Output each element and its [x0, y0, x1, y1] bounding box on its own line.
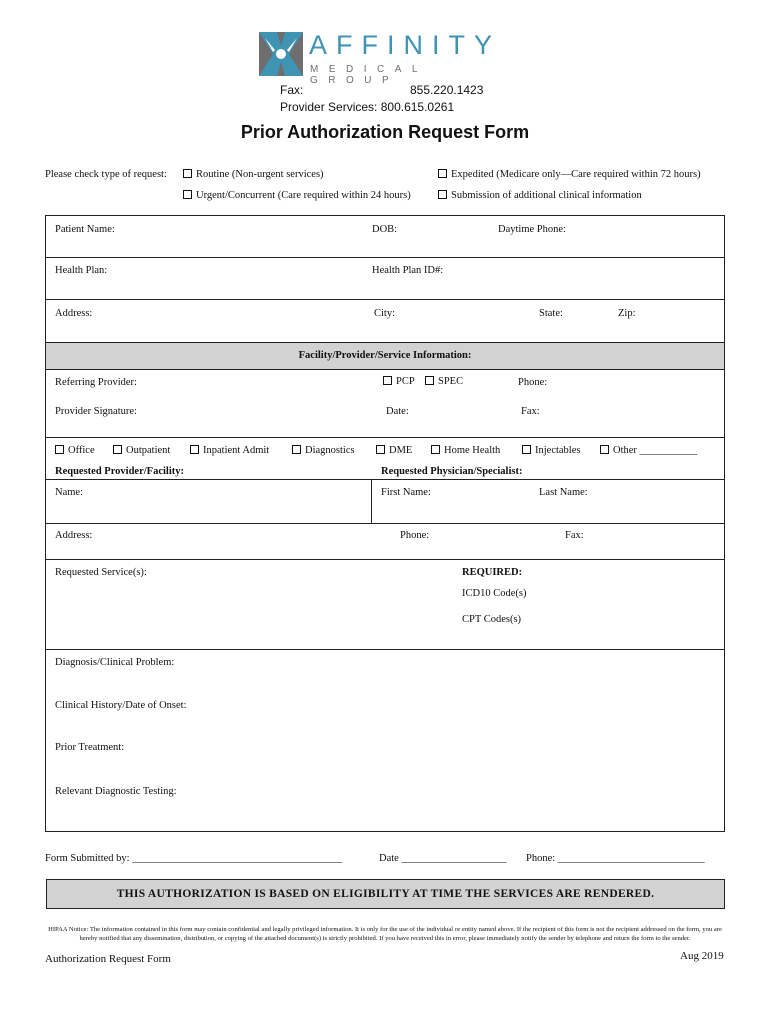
- service-office[interactable]: Office: [55, 445, 95, 456]
- brand-name: AFFINITY: [309, 30, 501, 60]
- service-dme[interactable]: DME: [376, 445, 412, 456]
- contact-block: [280, 82, 483, 116]
- requested-physician-heading: Requested Physician/Specialist:: [381, 466, 523, 477]
- footer-form-name: Authorization Request Form: [45, 953, 171, 965]
- facility-address-label: Address:: [55, 530, 93, 541]
- facility-section-header: Facility/Provider/Service Information:: [46, 343, 724, 370]
- signature-date-label: Date:: [386, 406, 409, 417]
- checkbox[interactable]: [438, 169, 447, 178]
- requested-services-label: Requested Service(s):: [55, 567, 147, 578]
- checkbox[interactable]: [113, 445, 122, 454]
- checkbox[interactable]: [190, 445, 199, 454]
- logo: [259, 30, 501, 86]
- checkbox[interactable]: [600, 445, 609, 454]
- referring-provider-label: Referring Provider:: [55, 377, 137, 388]
- request-type-prompt: Please check type of request:: [45, 169, 167, 180]
- icd10-label: ICD10 Code(s): [462, 588, 527, 599]
- city-label: City:: [374, 308, 396, 319]
- request-routine[interactable]: Routine (Non-urgent services): [183, 169, 324, 180]
- submission-phone[interactable]: Phone: ____________________________: [526, 853, 705, 864]
- patient-name-label: Patient Name:: [55, 224, 115, 235]
- service-inpatient-admit[interactable]: Inpatient Admit: [190, 445, 269, 456]
- hipaa-notice: HIPAA Notice: The information contained in this form may contain confidential and legally privileged information. It is only for the use of the individual or entity named above. If the recipient of this form is not the recipient addressed on the form, you are hereby notified that any dissemination, distribution, or copying of the attached document(s) is strictly prohibited. If you have received this in error, please immediately notify the sender by telephone and return the form to the sender.: [48, 926, 722, 942]
- address-label: Address:: [55, 308, 93, 319]
- diagnosis-label: Diagnosis/Clinical Problem:: [55, 657, 175, 668]
- service-injectables[interactable]: Injectables: [522, 445, 580, 456]
- first-name-label: First Name:: [381, 487, 431, 498]
- service-other[interactable]: Other ___________: [600, 445, 697, 456]
- eligibility-banner: THIS AUTHORIZATION IS BASED ON ELIGIBILITY AT TIME THE SERVICES ARE RENDERED.: [46, 879, 725, 909]
- affinity-logo-mark-icon: [259, 32, 303, 76]
- spec-option[interactable]: SPEC: [425, 376, 463, 387]
- submission-line: [45, 853, 342, 864]
- state-label: State:: [539, 308, 563, 319]
- checkbox[interactable]: [383, 376, 392, 385]
- checkbox[interactable]: [292, 445, 301, 454]
- dob-label: DOB:: [372, 224, 398, 235]
- checkbox[interactable]: [183, 169, 192, 178]
- requested-facility-heading: Requested Provider/Facility:: [55, 466, 184, 477]
- submission-date[interactable]: Date ____________________: [379, 853, 507, 864]
- facility-name-label: Name:: [55, 487, 83, 498]
- footer-date: Aug 2019: [680, 950, 724, 962]
- checkbox[interactable]: [183, 190, 192, 199]
- checkbox[interactable]: [431, 445, 440, 454]
- provider-services-label: Provider Services:: [280, 100, 378, 114]
- request-additional-info[interactable]: Submission of additional clinical information: [438, 190, 642, 201]
- service-home-health[interactable]: Home Health: [431, 445, 500, 456]
- service-diagnostics[interactable]: Diagnostics: [292, 445, 355, 456]
- checkbox[interactable]: [55, 445, 64, 454]
- fax-label: Fax:: [280, 83, 304, 97]
- required-label: REQUIRED:: [462, 567, 523, 578]
- service-outpatient[interactable]: Outpatient: [113, 445, 170, 456]
- health-plan-label: Health Plan:: [55, 265, 108, 276]
- page-title: Prior Authorization Request Form: [240, 122, 530, 142]
- daytime-phone-label: Daytime Phone:: [498, 224, 566, 235]
- referring-phone-label: Phone:: [518, 377, 548, 388]
- request-urgent[interactable]: Urgent/Concurrent (Care required within 24 hours): [183, 190, 411, 201]
- facility-phone-label: Phone:: [400, 530, 430, 541]
- zip-label: Zip:: [618, 308, 636, 319]
- checkbox[interactable]: [522, 445, 531, 454]
- health-plan-id-label: Health Plan ID#:: [372, 265, 444, 276]
- form-submitted-by[interactable]: Form Submitted by: ________________________________________: [45, 853, 343, 864]
- facility-fax-label: Fax:: [565, 530, 584, 541]
- checkbox[interactable]: [425, 376, 434, 385]
- fax-value: 855.220.1423: [410, 83, 484, 97]
- diagnostic-testing-label: Relevant Diagnostic Testing:: [55, 786, 177, 797]
- provider-signature-label: Provider Signature:: [55, 406, 137, 417]
- request-expedited[interactable]: Expedited (Medicare only—Care required within 72 hours): [438, 169, 701, 180]
- referring-fax-label: Fax:: [521, 406, 540, 417]
- provider-services-value: 800.615.0261: [380, 100, 455, 114]
- pcp-option[interactable]: PCP: [383, 376, 415, 387]
- clinical-history-label: Clinical History/Date of Onset:: [55, 700, 187, 711]
- prior-treatment-label: Prior Treatment:: [55, 742, 125, 753]
- brand-tagline: MEDICAL GROUP: [310, 64, 428, 86]
- last-name-label: Last Name:: [539, 487, 588, 498]
- cpt-label: CPT Codes(s): [462, 614, 522, 625]
- checkbox[interactable]: [438, 190, 447, 199]
- checkbox[interactable]: [376, 445, 385, 454]
